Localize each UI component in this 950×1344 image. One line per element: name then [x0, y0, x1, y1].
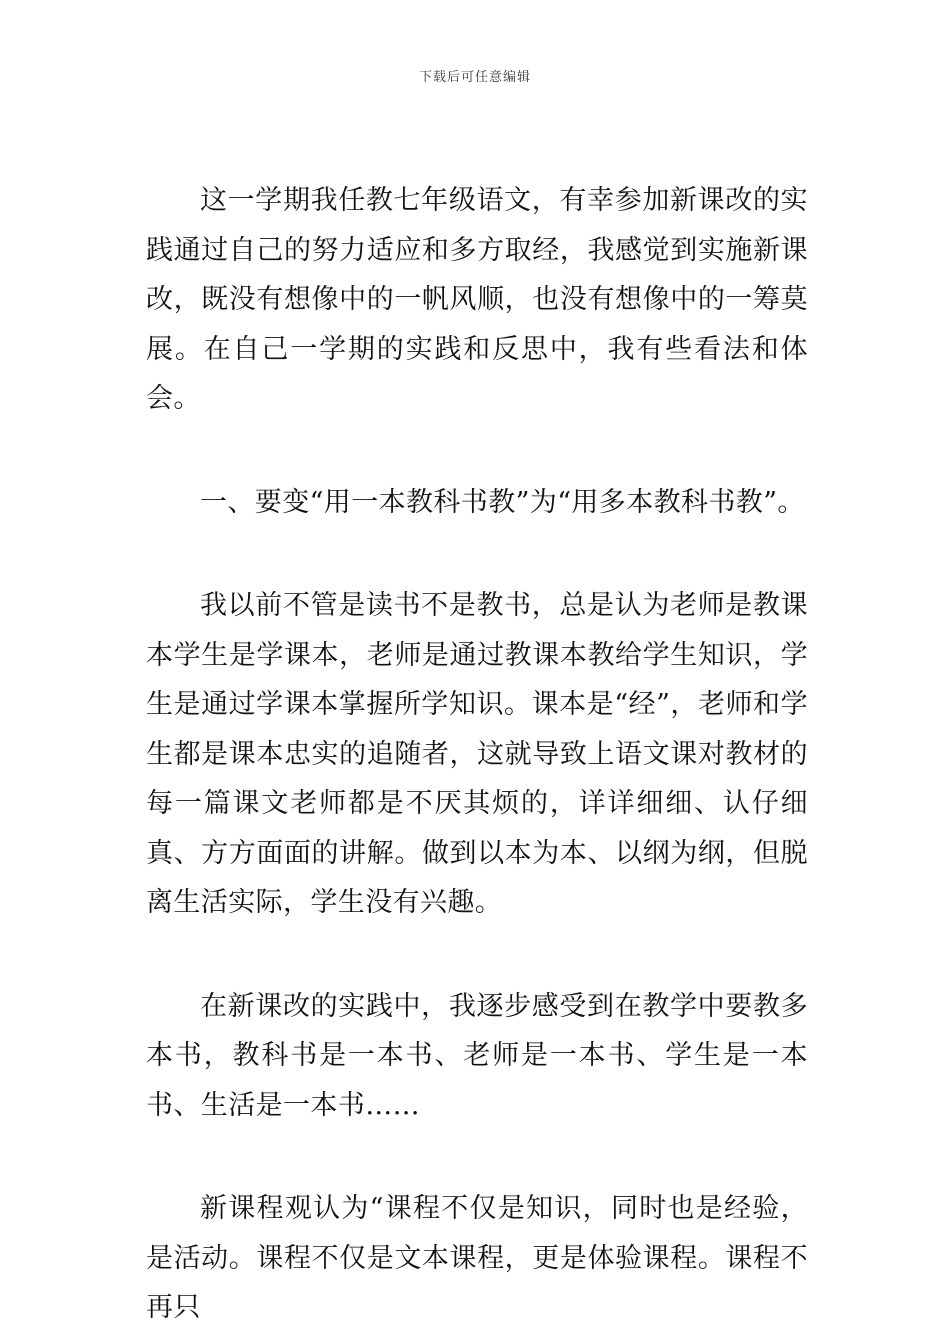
- document-body: [146, 176, 808, 1333]
- paragraph-textbook: 我以前不管是读书不是教书，总是认为老师是教课本学生是学课本，老师是通过教课本教给学生知识，学生是通过学课本掌握所学知识。课本是“经”，老师和学生都是课本忠实的追随者，这就导致上语文课对教材的每一篇课文老师都是不厌其烦的，详详细细、认仔细真、方方面面的讲解。做到以本为本、以纲为纲，但脱离生活实际，学生没有兴趣。: [146, 590, 808, 918]
- paragraph-gap: [146, 527, 808, 581]
- paragraph-gap: [146, 424, 808, 478]
- paragraph-curriculum-view: 新课程观认为“课程不仅是知识，同时也是经验，是活动。课程不仅是文本课程，更是体验课程。课程不再只: [146, 1193, 808, 1323]
- header-note: 下载后可任意编辑: [418, 70, 531, 85]
- paragraph-gap: [146, 928, 808, 982]
- paragraph-gap: [146, 1130, 808, 1184]
- paragraph-intro: 这一学期我任教七年级语文，有幸参加新课改的实践通过自己的努力适应和多方取经，我感觉到实施新课改，既没有想像中的一帆风顺，也没有想像中的一筹莫展。在自己一学期的实践和反思中，我有些看法和体会。: [146, 185, 808, 414]
- section-heading-1: 一、要变“用一本教科书教”为“用多本教科书教”。: [200, 486, 805, 518]
- paragraph-many-books: 在新课改的实践中，我逐步感受到在教学中要教多本书，教科书是一本书、老师是一本书、学生是一本书、生活是一本书……: [146, 990, 808, 1121]
